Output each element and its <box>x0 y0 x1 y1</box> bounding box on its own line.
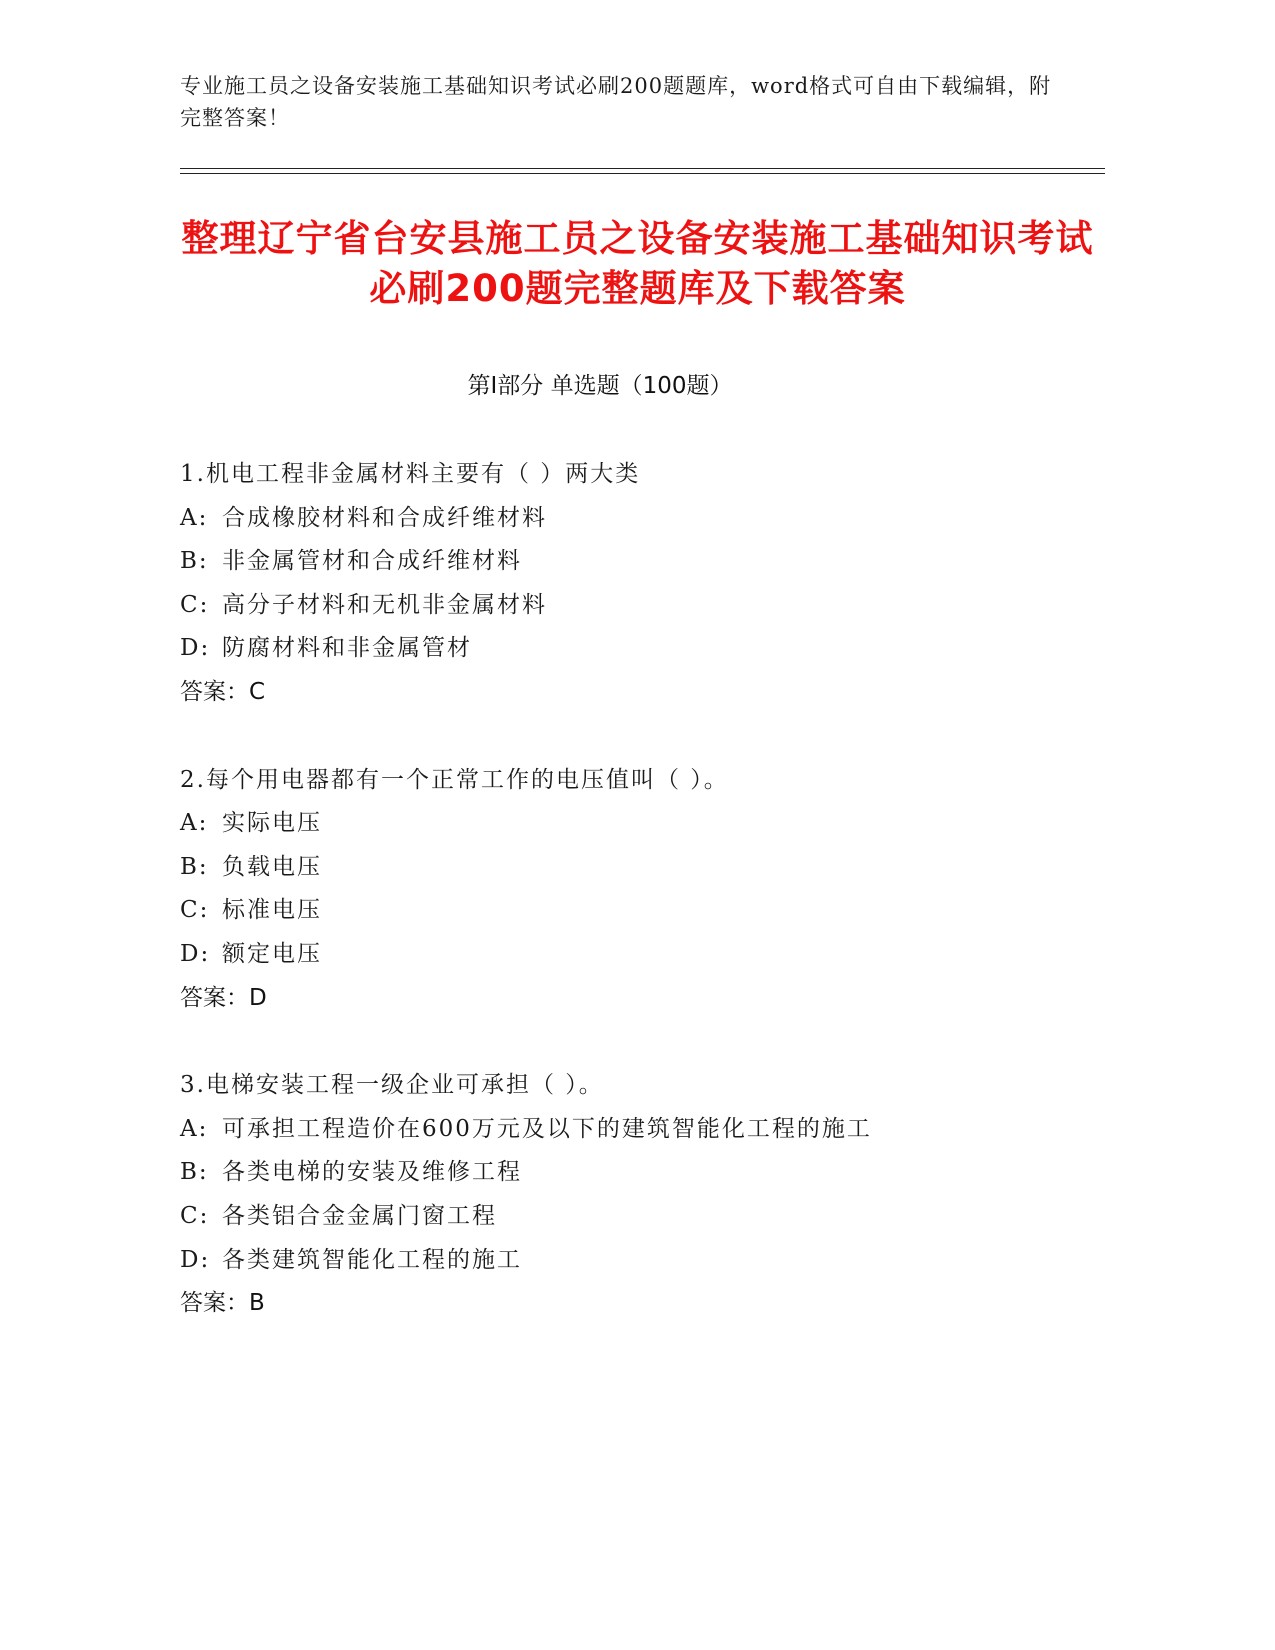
question-stem: 1.机电工程非金属材料主要有（ ）两大类 <box>180 461 641 487</box>
option-d <box>180 627 1110 671</box>
option-text: 非金属管材和合成纤维材料 <box>222 548 522 575</box>
header-note: 专业施工员之设备安装施工基础知识考试必刷200题题库，word格式可自由下载编辑，附完整答案！ <box>180 74 1052 130</box>
answer: 答案：B <box>180 1290 265 1317</box>
option-letter: C: <box>180 897 210 924</box>
option-c <box>180 889 1110 933</box>
question-3 <box>180 1064 1110 1326</box>
option-text: 负载电压 <box>222 853 322 880</box>
question-stem: 2.每个用电器都有一个正常工作的电压值叫（ ）。 <box>180 766 729 793</box>
option-letter: A: <box>180 810 209 837</box>
option-d <box>180 1239 1110 1283</box>
option-text: 标准电压 <box>222 897 322 924</box>
option-letter: C: <box>180 591 210 618</box>
option-text: 高分子材料和无机非金属材料 <box>222 591 547 618</box>
option-text: 防腐材料和非金属管材 <box>222 635 472 662</box>
option-text: 实际电压 <box>222 810 322 837</box>
option-letter: C: <box>180 1202 210 1229</box>
option-d <box>180 933 1110 977</box>
option-letter: D: <box>180 1246 211 1273</box>
option-b <box>180 540 1110 584</box>
option-letter: B: <box>180 548 209 575</box>
option-letter: D: <box>180 940 211 967</box>
option-text: 各类建筑智能化工程的施工 <box>222 1246 522 1273</box>
option-a <box>180 1108 1110 1152</box>
question-1 <box>180 453 1110 715</box>
option-b <box>180 846 1110 890</box>
header-rule-top <box>180 168 1105 169</box>
question-2 <box>180 759 1110 1021</box>
option-a <box>180 802 1110 846</box>
option-letter: A: <box>180 504 209 531</box>
section-title: 第Ⅰ部分 单选题（100题） <box>467 373 733 399</box>
answer: 答案：C <box>180 678 266 705</box>
option-letter: B: <box>180 853 209 880</box>
document-title: 整理辽宁省台安县施工员之设备安装施工基础知识考试必刷200题完整题库及下载答案 <box>181 217 1094 310</box>
option-c <box>180 1195 1110 1239</box>
option-text: 合成橡胶材料和合成纤维材料 <box>222 504 547 531</box>
option-letter: A: <box>180 1115 209 1142</box>
option-b <box>180 1151 1110 1195</box>
option-letter: B: <box>180 1159 209 1186</box>
option-text: 各类电梯的安装及维修工程 <box>222 1159 522 1186</box>
option-text: 各类铝合金金属门窗工程 <box>222 1202 497 1229</box>
option-a <box>180 497 1110 541</box>
option-text: 额定电压 <box>222 940 322 967</box>
option-c <box>180 584 1110 628</box>
option-text: 可承担工程造价在600万元及以下的建筑智能化工程的施工 <box>222 1115 872 1142</box>
question-stem: 3.电梯安装工程一级企业可承担（ ）。 <box>180 1072 604 1099</box>
option-letter: D: <box>180 635 211 662</box>
answer: 答案：D <box>180 984 267 1011</box>
header-rule-bottom <box>180 173 1105 174</box>
question-list <box>180 453 1110 1370</box>
